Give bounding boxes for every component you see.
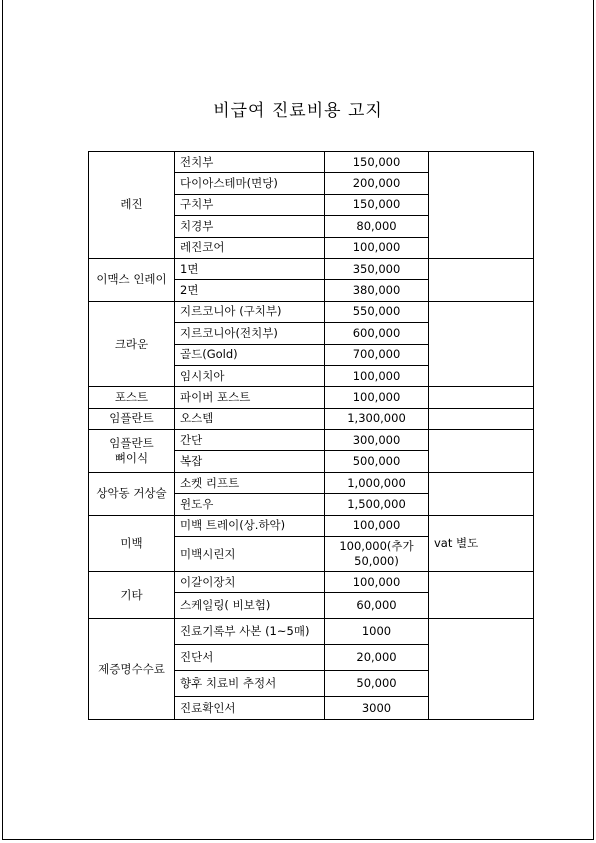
item-name: 진료확인서 (175, 697, 325, 720)
item-price: 550,000 (325, 301, 429, 322)
item-price: 3000 (325, 697, 429, 720)
item-price: 50,000 (325, 671, 429, 697)
category-cell: 크라운 (89, 301, 175, 387)
table-row (89, 408, 534, 429)
item-price: 80,000 (325, 216, 429, 237)
item-price: 100,000 (325, 387, 429, 408)
page-title: 비급여 진료비용 고지 (213, 101, 383, 121)
item-price: 600,000 (325, 323, 429, 344)
fee-table (88, 151, 534, 720)
item-name: 파이버 포스트 (175, 387, 325, 408)
item-price: 1,300,000 (325, 408, 429, 429)
note-cell (429, 152, 534, 259)
note-cell (429, 258, 534, 301)
item-name: 1면 (175, 258, 325, 279)
item-name: 치경부 (175, 216, 325, 237)
category-cell: 기타 (89, 572, 175, 619)
item-price: 60,000 (325, 593, 429, 619)
item-name: 간단 (175, 430, 325, 451)
category-line: 임플란트 (109, 435, 154, 450)
category-cell: 이맥스 인레이 (89, 258, 175, 301)
item-price: 300,000 (325, 430, 429, 451)
item-name: 진료기록부 사본 (1~5매) (175, 619, 325, 645)
table-row (89, 152, 534, 173)
item-price: 700,000 (325, 344, 429, 365)
table-row (89, 619, 534, 645)
price-line: 50,000) (354, 554, 399, 569)
item-name: 오스템 (175, 408, 325, 429)
item-name: 임시치아 (175, 365, 325, 386)
table-row (89, 472, 534, 493)
category-cell: 포스트 (89, 387, 175, 408)
table-row (89, 515, 534, 536)
item-name: 2면 (175, 280, 325, 301)
item-name: 이갈이장치 (175, 572, 325, 593)
item-name: 다이아스테마(면당) (175, 173, 325, 194)
category-cell: 미백 (89, 515, 175, 571)
item-name: 소켓 리프트 (175, 472, 325, 493)
item-price (325, 537, 429, 572)
category-cell: 레진 (89, 152, 175, 259)
item-price: 1,500,000 (325, 494, 429, 515)
item-name: 미백 트레이(상.하악) (175, 515, 325, 536)
item-price: 1,000,000 (325, 472, 429, 493)
note-cell (429, 472, 534, 515)
table-row (89, 430, 534, 451)
price-line: 100,000(추가 (339, 539, 414, 554)
table-row (89, 572, 534, 593)
item-name: 구치부 (175, 194, 325, 215)
item-price: 20,000 (325, 645, 429, 671)
item-name: 윈도우 (175, 494, 325, 515)
item-name: 복잡 (175, 451, 325, 472)
note-cell (429, 430, 534, 473)
category-cell (89, 430, 175, 473)
item-price: 150,000 (325, 194, 429, 215)
category-cell: 임플란트 (89, 408, 175, 429)
item-name: 지르코니아(전치부) (175, 323, 325, 344)
table-row (89, 387, 534, 408)
item-price: 100,000 (325, 572, 429, 593)
item-name: 진단서 (175, 645, 325, 671)
note-cell: vat 별도 (429, 515, 534, 571)
item-price: 100,000 (325, 515, 429, 536)
item-price: 500,000 (325, 451, 429, 472)
item-price: 200,000 (325, 173, 429, 194)
table-row (89, 258, 534, 279)
item-name: 향후 치료비 추정서 (175, 671, 325, 697)
item-price: 1000 (325, 619, 429, 645)
category-cell: 상악동 거상술 (89, 472, 175, 515)
note-cell (429, 572, 534, 619)
item-price: 350,000 (325, 258, 429, 279)
note-cell (429, 619, 534, 720)
item-name: 스케일링( 비보험) (175, 593, 325, 619)
item-name: 레진코어 (175, 237, 325, 258)
item-price: 100,000 (325, 237, 429, 258)
item-name: 지르코니아 (구치부) (175, 301, 325, 322)
category-cell: 제증명수수료 (89, 619, 175, 720)
note-cell (429, 301, 534, 387)
item-price: 380,000 (325, 280, 429, 301)
note-cell (429, 387, 534, 408)
item-price: 150,000 (325, 152, 429, 173)
item-name: 골드(Gold) (175, 344, 325, 365)
note-cell (429, 408, 534, 429)
item-name: 전치부 (175, 152, 325, 173)
item-name: 미백시린지 (175, 537, 325, 572)
category-line: 뼈이식 (114, 450, 149, 465)
item-price: 100,000 (325, 365, 429, 386)
table-row (89, 301, 534, 322)
